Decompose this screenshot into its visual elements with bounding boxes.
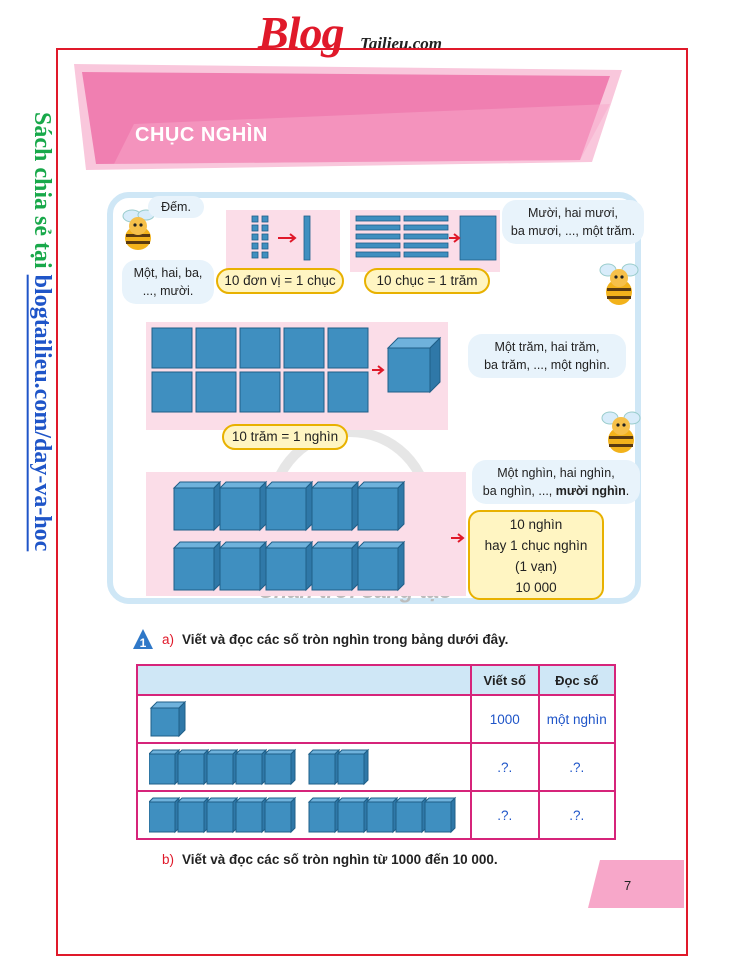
table-read-cell[interactable]: .?. [539, 743, 616, 791]
table-row [137, 695, 615, 743]
bubble-line [472, 482, 640, 500]
units-illustration [250, 214, 320, 262]
bubble-line: Một trăm, hai trăm, [494, 340, 600, 354]
hundreds-bubble [468, 334, 626, 378]
exercise-number-badge [132, 628, 154, 650]
title-banner [74, 64, 622, 176]
table-row [137, 743, 615, 791]
cubes-row-10 [149, 796, 469, 834]
cube-icon [149, 700, 189, 738]
table-read-cell[interactable]: một nghìn [539, 695, 616, 743]
table-header-write: Viết số [471, 665, 539, 695]
bee-icon [600, 402, 642, 456]
bubble-line: Một nghìn, hai nghìn, [497, 466, 615, 480]
logo-main-text: Blog [258, 7, 344, 58]
page-number: 7 [624, 878, 632, 893]
part-b-letter: b) [162, 852, 175, 867]
table-cubes-cell [137, 791, 471, 839]
tens-equation: 10 chục = 1 trăm [364, 268, 490, 294]
table-read-cell[interactable]: .?. [539, 791, 616, 839]
result-line: hay 1 chục nghìn [484, 538, 588, 553]
lesson-title: CHỤC NGHÌN [135, 124, 268, 146]
tens-bubble [502, 200, 644, 244]
table-header-blank [137, 665, 471, 695]
part-a-letter: a) [162, 632, 175, 647]
tens-illustration [354, 214, 498, 264]
ten-thousand-result [468, 510, 604, 600]
units-equation: 10 đơn vị = 1 chục [216, 268, 344, 294]
bubble-line: Một, hai, ba, [133, 266, 203, 280]
table-write-cell[interactable]: .?. [471, 743, 539, 791]
side-text-prefix: Sách chia sẻ tại [29, 112, 55, 275]
table-row [137, 791, 615, 839]
count-instruction: Đếm. [161, 200, 191, 214]
bubble-bold-text: mười nghìn [555, 484, 626, 498]
table-header-read: Đọc số [539, 665, 616, 695]
count-bubble [148, 196, 204, 218]
result-line: 10 nghìn [509, 517, 563, 532]
exercise-part-a [162, 632, 508, 647]
units-bubble [122, 260, 214, 304]
result-line: 10 000 [515, 580, 557, 595]
table-write-cell[interactable]: 1000 [471, 695, 539, 743]
side-share-text [28, 112, 55, 551]
table-cubes-cell [137, 743, 471, 791]
table-write-cell[interactable]: .?. [471, 791, 539, 839]
bubble-text: ba nghìn, ..., [482, 484, 556, 498]
thousands-table [136, 664, 616, 840]
table-header-row [137, 665, 615, 695]
bubble-line: ba mươi, ..., một trăm. [510, 224, 636, 238]
cubes-row-7 [149, 748, 389, 786]
side-link[interactable]: blogtailieu.com/day-va-hoc [29, 274, 55, 552]
thousands-illustration [172, 478, 412, 594]
thousands-bubble [472, 460, 640, 504]
bubble-line: ba trăm, ..., một nghìn. [484, 358, 610, 372]
exercise-number: 1 [139, 636, 147, 650]
bubble-text: . [625, 484, 630, 498]
hundreds-illustration [150, 326, 450, 414]
bubble-line: ..., mười. [142, 284, 194, 298]
logo-sub-text: Tailieu.com [360, 34, 443, 53]
result-line: (1 vạn) [514, 559, 558, 574]
bee-icon [598, 256, 640, 308]
table-cubes-cell [137, 695, 471, 743]
page-number-tab [588, 860, 684, 908]
part-a-text: Viết và đọc các số tròn nghìn trong bảng dưới đây. [182, 632, 509, 647]
part-b-text: Viết và đọc các số tròn nghìn từ 1000 đến 10 000. [182, 852, 498, 867]
arrow-icon [450, 532, 466, 544]
bubble-line: Mười, hai mươi, [527, 206, 619, 220]
hundreds-equation: 10 trăm = 1 nghìn [222, 424, 348, 450]
exercise-part-b [162, 852, 498, 867]
